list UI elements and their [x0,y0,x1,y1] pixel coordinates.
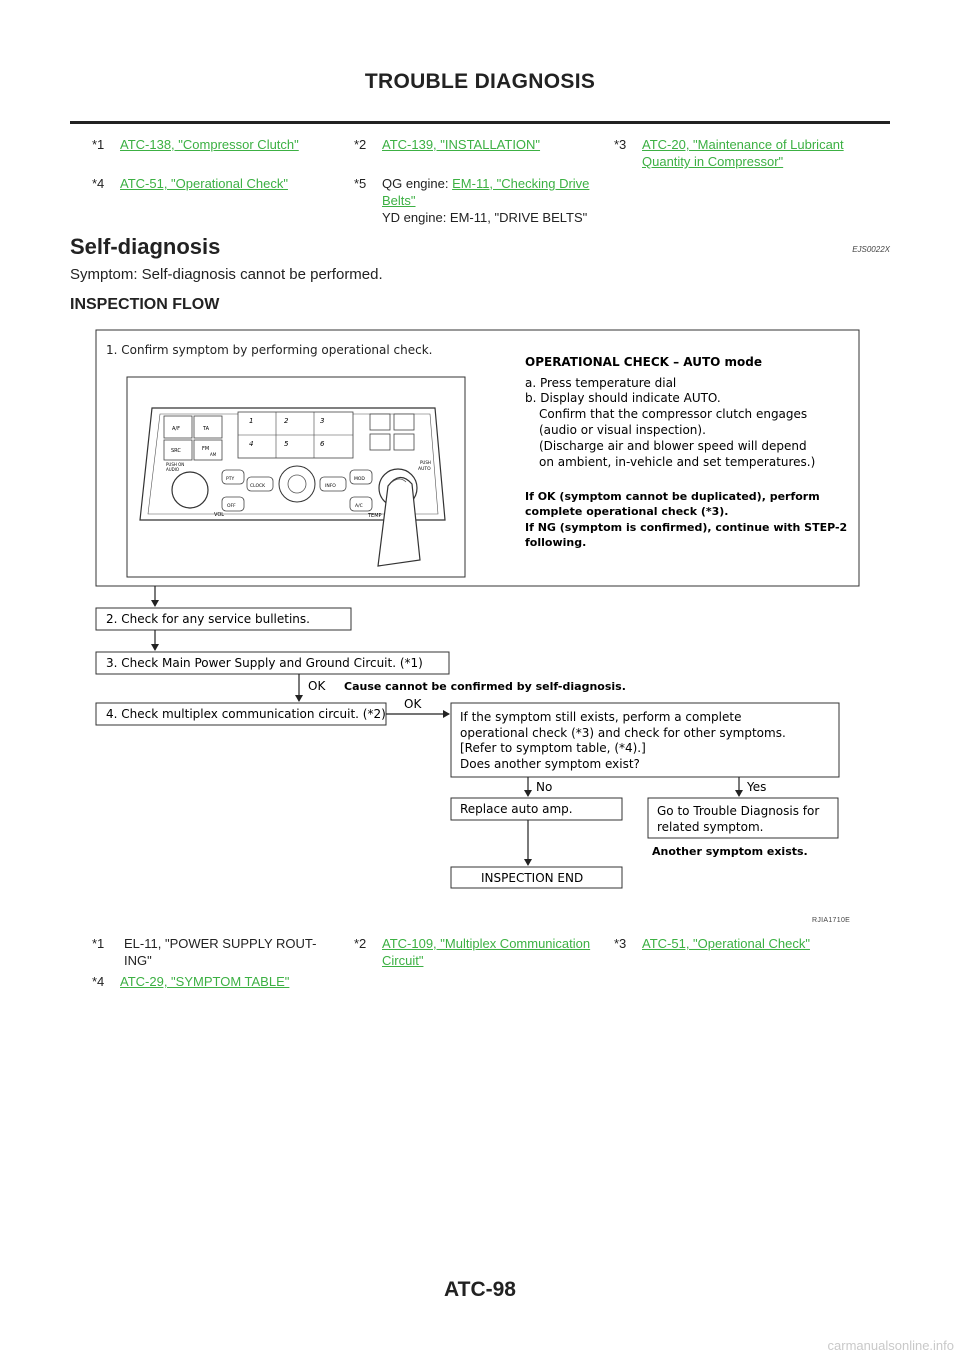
push-label: PUSH [420,460,431,465]
watermark: carmanualsonline.info [827,1338,954,1353]
footnote-bottom-1 [92,935,342,971]
rear-defrost-button[interactable] [370,434,390,450]
clock-label: CLOCK [250,484,266,489]
figure-code: RJIA1710E [812,917,851,924]
inspection-flow-title: INSPECTION FLOW [70,296,220,313]
footnote-number: *4 [92,974,105,989]
temp-label: TEMP [368,513,382,519]
yes-label: Yes [747,780,767,794]
question-line-1: If the symptom still exists, perform a complete [460,710,742,724]
step3-label: 3. Check Main Power Supply and Ground Circuit. (*1) [106,656,423,670]
footnote-number: *5 [354,176,367,191]
footnote-link[interactable]: ATC-51, "Operational Check" [120,176,288,191]
footnote-bottom-4 [92,973,342,991]
op-check-title: OPERATIONAL CHECK – AUTO mode [525,355,763,369]
op-check-ok-1: If OK (symptom cannot be duplicated), perform [525,490,820,503]
preset-4[interactable]: 4 [249,440,254,448]
question-line-4: Does another symptom exist? [460,757,640,771]
control-panel-illustration [127,377,465,577]
inspection-end-label: INSPECTION END [481,871,584,885]
op-check-a: a. Press temperature dial [525,376,677,390]
footnote-number: *2 [354,137,367,152]
footnote-text-2: ING" [124,953,152,968]
op-check-ok-2: complete operational check (*3). [525,505,729,518]
ta-label: TA [203,426,210,432]
no-label: No [536,780,553,794]
footnote-number: *2 [354,936,367,951]
op-check-b3: (Discharge air and blower speed will depend [539,439,807,453]
footnote-link[interactable]: ATC-139, "INSTALLATION" [382,137,541,152]
info-label: INFO [325,484,336,489]
step2-label: 2. Check for any service bulletins. [106,612,310,626]
op-check-b: b. Display should indicate AUTO. [525,391,721,405]
footnote-link[interactable]: EM-11, "Checking Drive Belts" [382,176,590,208]
audio-label: AUDIO [166,467,180,472]
op-check-ng-1: If NG (symptom is confirmed), continue with STEP-2 [525,521,848,534]
symptom-text: Symptom: Self-diagnosis cannot be performed. [70,266,383,283]
footnote-link[interactable]: ATC-109, "Multiplex Communication Circuit" [382,936,591,968]
op-check-ng-2: following. [525,536,587,549]
ok-label-1: OK [308,679,326,693]
front-defrost-button[interactable] [394,414,414,430]
af-label: A/F [172,426,180,432]
preset-3[interactable]: 3 [320,417,325,425]
pty-label: PTY [226,477,235,482]
footnote-extra: YD engine: EM-11, "DRIVE BELTS" [382,210,588,225]
off-label: OFF [227,504,236,509]
defrost-button[interactable] [370,414,390,430]
page-header-title: TROUBLE DIAGNOSIS [364,70,596,93]
footnote-number: *3 [614,137,627,152]
cause-note: Cause cannot be confirmed by self-diagnosis. [344,680,626,693]
page-number: ATC-98 [444,1278,516,1301]
footnote-link[interactable]: ATC-20, "Maintenance of Lubricant Quantity in Compressor" [642,137,844,169]
footnote-body [124,935,316,969]
fm-label: FM [202,446,210,452]
volume-knob[interactable] [172,472,208,508]
footnote-bottom-2 [354,935,614,971]
footnote-link[interactable]: ATC-138, "Compressor Clutch" [120,137,299,152]
preset-1[interactable]: 1 [249,417,254,425]
footnote-bottom-3 [614,935,874,953]
footnote-number: *1 [92,137,105,152]
step4-label: 4. Check multiplex communication circuit. (*2) [106,707,386,721]
src-label: SRC [171,448,181,454]
auto-label: AUTO [418,467,431,472]
footnote-text: QG engine: [382,176,453,191]
question-line-2: operational check (*3) and check for other symptoms. [460,726,786,740]
preset-6[interactable]: 6 [320,440,325,448]
intake-button[interactable] [394,434,414,450]
footnote-link[interactable]: ATC-29, "SYMPTOM TABLE" [120,974,290,989]
ok-label-2: OK [404,697,422,711]
vol-label: VOL [214,512,225,518]
preset-5[interactable]: 5 [284,440,289,448]
footnote-number: *3 [614,936,627,951]
push-on-label: PUSH ON [166,462,185,467]
op-check-b1: Confirm that the compressor clutch engages [539,407,808,421]
preset-2[interactable]: 2 [284,417,289,425]
mod-label: MOD [354,477,365,482]
am-label: AM [210,452,217,457]
goto-line-2: related symptom. [657,820,764,834]
ac-label: A/C [355,504,363,509]
question-line-3: [Refer to symptom table, (*4).] [460,741,646,755]
footnote-number: *1 [92,936,105,951]
footnote-link[interactable]: ATC-51, "Operational Check" [642,936,810,951]
op-check-b2: (audio or visual inspection). [539,423,706,437]
replace-label: Replace auto amp. [460,802,573,816]
footnote-text: EL-11, "POWER SUPPLY ROUT- [124,936,317,951]
another-symptom-note: Another symptom exists. [652,845,808,858]
section-code: EJS0022X [852,245,890,254]
goto-line-1: Go to Trouble Diagnosis for [657,804,820,818]
footnote-number: *4 [92,176,105,191]
step1-label: 1. Confirm symptom by performing operational check. [106,343,433,357]
op-check-b4: on ambient, in-vehicle and set temperatures.) [539,455,816,469]
section-title: Self-diagnosis [70,234,221,259]
